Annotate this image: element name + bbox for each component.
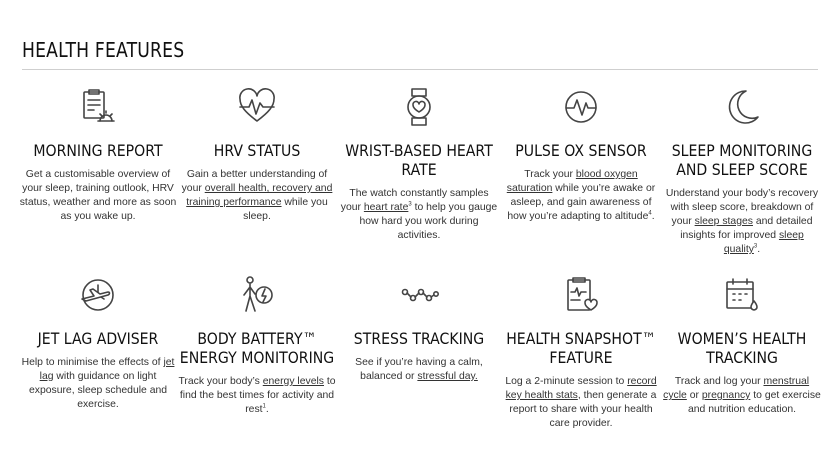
feature-health-snapshot bbox=[501, 275, 661, 431]
energy-levels-link[interactable]: energy levels bbox=[262, 376, 324, 387]
pregnancy-link[interactable]: pregnancy bbox=[701, 390, 751, 401]
feature-hrv-status bbox=[177, 87, 337, 224]
stress-icon bbox=[399, 275, 439, 315]
feature-morning-report bbox=[18, 87, 178, 224]
stressful-day-link[interactable]: stressful day. bbox=[417, 371, 478, 382]
morning-report-icon bbox=[78, 87, 118, 127]
feature-description: The watch constantly samples your heart rate$^3$ to help you gauge how hard you work during activities. bbox=[340, 188, 498, 241]
pulse-ox-icon bbox=[561, 87, 601, 127]
sleep-quality-link[interactable]: sleep quality bbox=[723, 230, 804, 255]
feature-sleep-monitoring bbox=[662, 87, 822, 257]
feature-title: SLEEP MONITORING AND SLEEP SCORE bbox=[671, 141, 813, 179]
womens-health-icon bbox=[722, 275, 762, 315]
moon-icon bbox=[722, 87, 762, 127]
feature-title: PULSE OX SENSOR bbox=[515, 141, 647, 160]
section-title: HEALTH FEATURES bbox=[22, 38, 185, 62]
feature-description: Gain a better understanding of your overall health, recovery and training performance while you sleep. bbox=[181, 169, 333, 222]
section-divider bbox=[22, 69, 818, 70]
feature-title: HEALTH SNAPSHOT™ FEATURE bbox=[506, 329, 656, 367]
feature-description: Track your blood oxygen saturation while you’re awake or asleep, and gain awareness of how you’re adapting to altitude$^4$. bbox=[506, 169, 656, 222]
overall-health-link[interactable]: overall health, recovery and training performance bbox=[186, 183, 333, 208]
hrv-heart-icon bbox=[237, 87, 277, 127]
feature-description: See if you’re having a calm, balanced or stressful day. bbox=[355, 357, 483, 382]
feature-title: JET LAG ADVISER bbox=[37, 329, 159, 348]
feature-description: Get a customisable overview of your sleep, training outlook, HRV status, weather and more as soon as you wake up. bbox=[19, 169, 177, 222]
feature-description: Understand your body’s recovery with sleep score, breakdown of your sleep stages and detailed insights for improved sleep quality$^3$. bbox=[665, 188, 819, 255]
body-battery-icon bbox=[237, 275, 277, 315]
feature-title: HRV STATUS bbox=[213, 141, 301, 160]
feature-description: Help to minimise the effects of jet lag with guidance on light exposure, sleep schedule and exercise. bbox=[21, 357, 175, 410]
record-key-health-stats-link[interactable]: record key health stats bbox=[505, 376, 657, 401]
blood-oxygen-link[interactable]: blood oxygen saturation bbox=[506, 169, 638, 194]
feature-description: Track and log your menstrual cycle or pregnancy to get exercise and nutrition education. bbox=[663, 376, 821, 415]
menstrual-cycle-link[interactable]: menstrual cycle bbox=[663, 376, 810, 401]
health-snapshot-icon bbox=[561, 275, 601, 315]
jet-lag-link[interactable]: jet lag bbox=[39, 357, 175, 382]
feature-title: WOMEN’S HEALTH TRACKING bbox=[677, 329, 807, 367]
feature-title: BODY BATTERY™ ENERGY MONITORING bbox=[179, 329, 335, 367]
watch-heart-icon bbox=[399, 87, 439, 127]
feature-description: Log a 2-minute session to record key health stats, then generate a report to share with your health care provider. bbox=[505, 376, 657, 429]
feature-wrist-heart-rate bbox=[339, 87, 499, 243]
feature-title: MORNING REPORT bbox=[33, 141, 163, 160]
feature-title: STRESS TRACKING bbox=[353, 329, 485, 348]
feature-womens-health bbox=[662, 275, 822, 417]
feature-description: Track your body’s energy levels to find the best times for activity and rest$^1$. bbox=[178, 376, 336, 415]
feature-stress-tracking bbox=[339, 275, 499, 384]
jet-lag-icon bbox=[78, 275, 118, 315]
sleep-stages-link[interactable]: sleep stages bbox=[694, 216, 753, 227]
feature-title: WRIST-BASED HEART RATE bbox=[345, 141, 493, 179]
feature-jet-lag bbox=[18, 275, 178, 412]
heart-rate-link[interactable]: heart rate bbox=[363, 202, 409, 213]
feature-body-battery bbox=[177, 275, 337, 417]
feature-pulse-ox bbox=[501, 87, 661, 224]
